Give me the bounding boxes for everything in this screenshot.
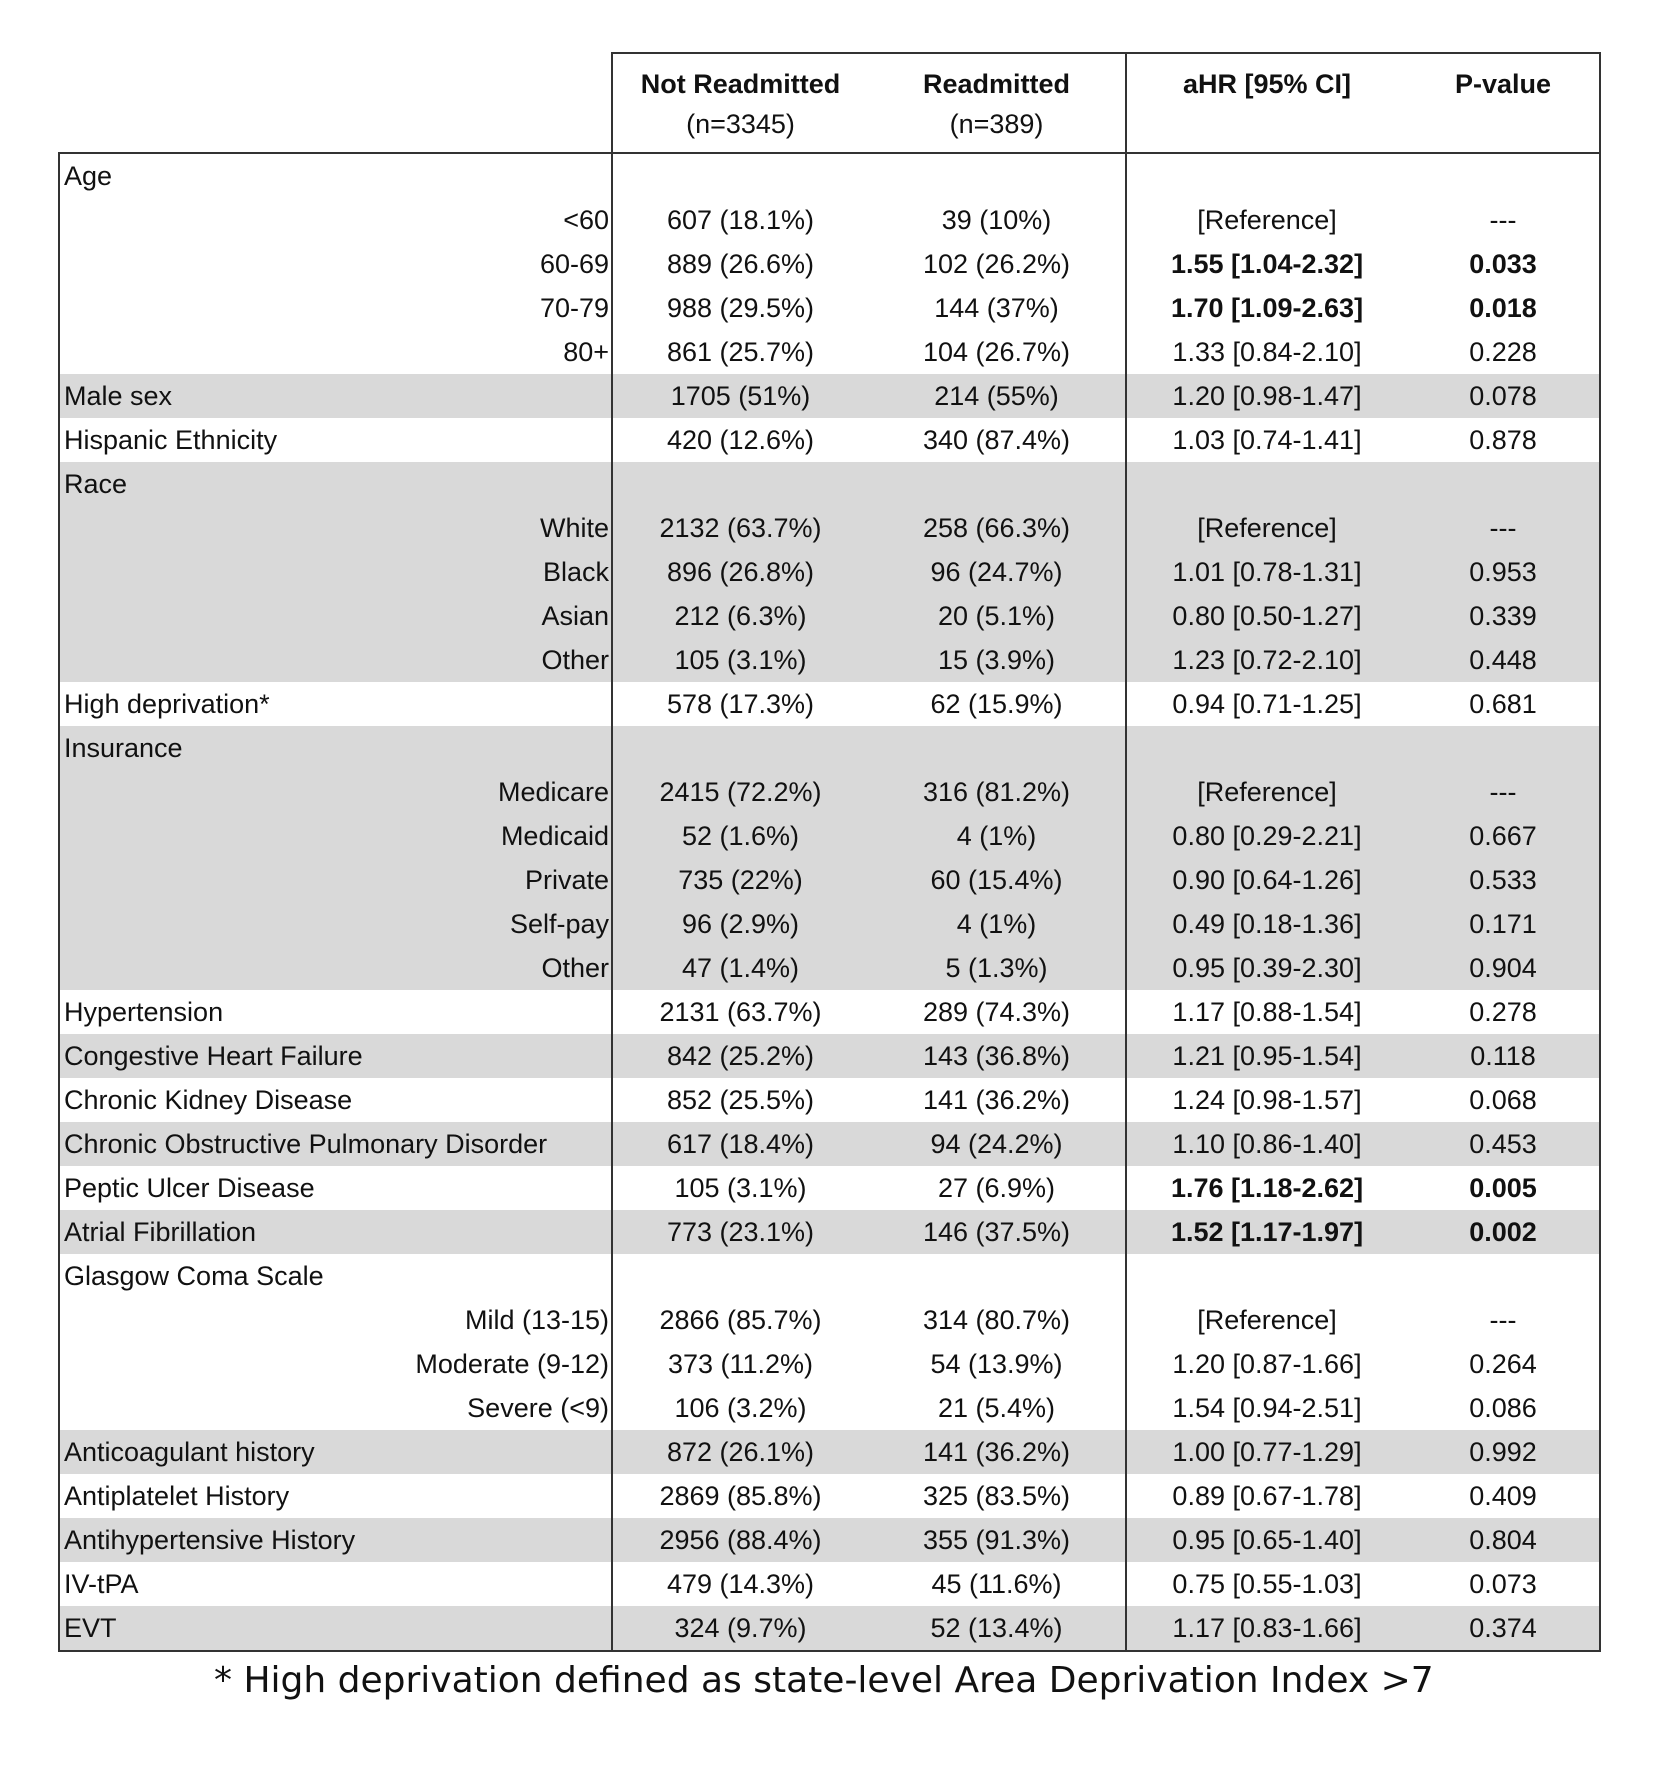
row-label: Age [59,153,612,198]
cell-readmitted: 54 (13.9%) [930,1349,1063,1379]
cell-p-value: 0.339 [1407,594,1600,638]
cell-p-value: 0.068 [1407,1078,1600,1122]
header-not-readmitted [612,53,868,153]
header-not-readmitted-n: (n=3345) [686,109,795,139]
row-label: Male sex [59,374,612,418]
cell-not-readmitted: 861 (25.7%) [666,337,815,367]
cell-readmitted: 258 (66.3%) [868,506,1126,550]
cell-ahr: 1.21 [0.95-1.54] [1126,1034,1407,1078]
row-label: Severe (<9) [59,1386,612,1430]
table-header [59,53,1600,153]
table-row [59,682,1600,726]
cell-not-readmitted [612,153,868,198]
cell-p-value: 0.073 [1407,1562,1600,1606]
cell-not-readmitted: 106 (3.2%) [674,1393,807,1423]
row-label: Hypertension [59,990,612,1034]
table-row [59,1606,1600,1651]
cell-readmitted: 21 (5.4%) [937,1393,1056,1423]
cell-readmitted: 141 (36.2%) [868,1430,1126,1474]
cell-ahr: 1.70 [1.09-2.63] [1126,286,1407,330]
cell-p-value: 0.018 [1407,286,1600,330]
cell-ahr: 0.94 [0.71-1.25] [1126,682,1407,726]
cell-not-readmitted: 2866 (85.7%) [659,1305,822,1335]
cell-p-value [1407,726,1600,770]
table-row [59,462,1600,506]
cell-readmitted: 325 (83.5%) [922,1481,1071,1511]
cell-p-value: 0.804 [1407,1518,1600,1562]
row-label: Race [59,462,612,506]
table-row [59,153,1600,198]
cell-readmitted: 60 (15.4%) [868,858,1126,902]
row-label: Other [59,638,612,682]
cell-p-value: 0.448 [1407,638,1600,682]
table-row [59,1254,1600,1298]
cell-p-value: 0.878 [1407,418,1600,462]
cell-readmitted [868,1254,1126,1298]
row-label: Chronic Obstructive Pulmonary Disorder [59,1122,612,1166]
table-row [59,770,1600,814]
cell-readmitted: 62 (15.9%) [930,689,1063,719]
cell-readmitted: 355 (91.3%) [868,1518,1126,1562]
table-row [59,726,1600,770]
cell-ahr: 0.95 [0.65-1.40] [1126,1518,1407,1562]
cell-ahr: 0.90 [0.64-1.26] [1126,858,1407,902]
cell-p-value: --- [1407,506,1600,550]
cell-not-readmitted: 2131 (63.7%) [659,997,822,1027]
cell-p-value: --- [1407,198,1600,242]
cell-not-readmitted: 47 (1.4%) [612,946,868,990]
header-ahr: aHR [95% CI] [1126,53,1407,153]
row-label: Hispanic Ethnicity [59,418,612,462]
table-row [59,990,1600,1034]
table-row [59,1166,1600,1210]
header-not-readmitted-title: Not Readmitted [640,69,841,99]
row-label: Medicare [59,770,612,814]
cell-p-value [1407,153,1600,198]
cell-ahr: 1.76 [1.18-2.62] [1126,1166,1407,1210]
table-row [59,1122,1600,1166]
cell-p-value: 0.118 [1407,1034,1600,1078]
cell-not-readmitted: 2869 (85.8%) [659,1481,822,1511]
cell-p-value: 0.171 [1407,902,1600,946]
cell-not-readmitted: 617 (18.4%) [612,1122,868,1166]
cell-p-value: 0.953 [1407,550,1600,594]
cell-readmitted: 5 (1.3%) [868,946,1126,990]
cell-ahr [1126,1254,1407,1298]
table-row [59,858,1600,902]
cell-not-readmitted: 578 (17.3%) [666,689,815,719]
row-label: Atrial Fibrillation [59,1210,612,1254]
cell-p-value: 0.374 [1407,1606,1600,1651]
cell-not-readmitted [612,726,868,770]
cell-not-readmitted: 373 (11.2%) [667,1349,814,1379]
cell-ahr: 0.75 [0.55-1.03] [1126,1562,1407,1606]
cell-readmitted: 45 (11.6%) [931,1569,1062,1599]
row-label: Private [59,858,612,902]
cell-ahr: [Reference] [1126,198,1407,242]
cell-readmitted: 144 (37%) [934,293,1059,323]
cell-ahr: 1.01 [0.78-1.31] [1126,550,1407,594]
cell-not-readmitted: 212 (6.3%) [612,594,868,638]
cell-not-readmitted: 988 (29.5%) [666,293,815,323]
table-row [59,242,1600,286]
footnote: * High deprivation defined as state-level Area Deprivation Index >7 [214,1660,1434,1701]
cell-not-readmitted [612,462,868,506]
cell-ahr: 1.52 [1.17-1.97] [1126,1210,1407,1254]
row-label: White [59,506,612,550]
table-row [59,1034,1600,1078]
cell-ahr: 1.10 [0.86-1.40] [1126,1122,1407,1166]
table-row [59,594,1600,638]
row-label: High deprivation* [59,682,612,726]
cell-ahr: [Reference] [1126,770,1407,814]
cell-not-readmitted: 1705 (51%) [612,374,868,418]
table-row [59,1078,1600,1122]
cell-ahr: [Reference] [1126,506,1407,550]
cell-not-readmitted: 324 (9.7%) [612,1606,868,1651]
table-row [59,1518,1600,1562]
cell-ahr: 1.23 [0.72-2.10] [1126,638,1407,682]
table-row [59,1210,1600,1254]
row-label: 70-79 [59,286,612,330]
row-label: Antihypertensive History [59,1518,612,1562]
cell-p-value: 0.681 [1407,682,1600,726]
cell-p-value [1407,1254,1600,1298]
table-row [59,286,1600,330]
header-readmitted-n: (n=389) [949,109,1044,139]
cell-p-value [1407,462,1600,506]
cell-p-value: 0.533 [1407,858,1600,902]
cell-not-readmitted: 896 (26.8%) [612,550,868,594]
cell-ahr: 1.17 [0.83-1.66] [1126,1606,1407,1651]
header-readmitted-title: Readmitted [922,69,1071,99]
cell-readmitted: 39 (10%) [941,205,1052,235]
cell-p-value: 0.278 [1407,990,1600,1034]
cell-p-value: 0.667 [1407,814,1600,858]
cell-readmitted: 141 (36.2%) [922,1085,1071,1115]
row-label: Glasgow Coma Scale [59,1254,612,1298]
table-row [59,1298,1600,1342]
cell-p-value: 0.992 [1407,1430,1600,1474]
cell-readmitted [868,462,1126,506]
row-label: EVT [59,1606,612,1651]
cell-ahr [1126,726,1407,770]
cell-readmitted: 143 (36.8%) [868,1034,1126,1078]
cell-not-readmitted: 872 (26.1%) [612,1430,868,1474]
cell-not-readmitted: 2415 (72.2%) [612,770,868,814]
cell-readmitted: 340 (87.4%) [922,425,1071,455]
row-label: 60-69 [59,242,612,286]
cell-readmitted: 27 (6.9%) [937,1173,1056,1203]
cell-not-readmitted: 735 (22%) [612,858,868,902]
cell-readmitted: 94 (24.2%) [868,1122,1126,1166]
cell-readmitted: 104 (26.7%) [922,337,1071,367]
cell-readmitted: 20 (5.1%) [868,594,1126,638]
cell-not-readmitted [612,1254,868,1298]
cell-not-readmitted: 420 (12.6%) [666,425,815,455]
row-label: Moderate (9-12) [59,1342,612,1386]
table-row [59,1430,1600,1474]
header-p-value: P-value [1407,53,1600,153]
table-row [59,946,1600,990]
cell-p-value: 0.033 [1407,242,1600,286]
header-readmitted [868,53,1126,153]
table-row [59,1562,1600,1606]
cell-ahr: 1.17 [0.88-1.54] [1126,990,1407,1034]
readmission-table [58,52,1601,1652]
table-row [59,330,1600,374]
cell-readmitted: 4 (1%) [868,814,1126,858]
row-label: Chronic Kidney Disease [59,1078,612,1122]
cell-p-value: 0.086 [1407,1386,1600,1430]
cell-not-readmitted: 889 (26.6%) [666,249,815,279]
table-row [59,198,1600,242]
cell-readmitted: 102 (26.2%) [922,249,1071,279]
row-label: 80+ [59,330,612,374]
row-label: <60 [59,198,612,242]
cell-readmitted: 52 (13.4%) [868,1606,1126,1651]
cell-not-readmitted: 105 (3.1%) [674,1173,807,1203]
cell-not-readmitted: 2956 (88.4%) [612,1518,868,1562]
cell-ahr: 0.95 [0.39-2.30] [1126,946,1407,990]
cell-ahr: 1.20 [0.98-1.47] [1126,374,1407,418]
row-label: Congestive Heart Failure [59,1034,612,1078]
row-label: Other [59,946,612,990]
table-row [59,506,1600,550]
cell-p-value: 0.453 [1407,1122,1600,1166]
cell-readmitted [868,726,1126,770]
table-row [59,374,1600,418]
header-blank-cell [59,53,612,153]
cell-readmitted: 316 (81.2%) [868,770,1126,814]
cell-ahr: 1.20 [0.87-1.66] [1126,1342,1407,1386]
row-label: IV-tPA [59,1562,612,1606]
row-label: Antiplatelet History [59,1474,612,1518]
cell-readmitted: 96 (24.7%) [868,550,1126,594]
cell-ahr: 1.54 [0.94-2.51] [1126,1386,1407,1430]
cell-not-readmitted: 2132 (63.7%) [612,506,868,550]
row-label: Asian [59,594,612,638]
row-label: Peptic Ulcer Disease [59,1166,612,1210]
table-row [59,814,1600,858]
cell-readmitted: 4 (1%) [868,902,1126,946]
cell-ahr: 1.55 [1.04-2.32] [1126,242,1407,286]
cell-not-readmitted: 52 (1.6%) [612,814,868,858]
cell-readmitted: 146 (37.5%) [868,1210,1126,1254]
cell-ahr [1126,462,1407,506]
row-label: Mild (13-15) [59,1298,612,1342]
table-row [59,1474,1600,1518]
table-row [59,550,1600,594]
cell-p-value: 0.228 [1407,330,1600,374]
cell-readmitted: 314 (80.7%) [922,1305,1071,1335]
cell-p-value: 0.078 [1407,374,1600,418]
row-label: Black [59,550,612,594]
row-label: Anticoagulant history [59,1430,612,1474]
cell-p-value: 0.904 [1407,946,1600,990]
cell-ahr: 1.00 [0.77-1.29] [1126,1430,1407,1474]
cell-p-value: --- [1407,1298,1600,1342]
row-label: Medicaid [59,814,612,858]
row-label: Self-pay [59,902,612,946]
cell-readmitted: 15 (3.9%) [868,638,1126,682]
cell-readmitted: 289 (74.3%) [922,997,1071,1027]
cell-ahr: [Reference] [1126,1298,1407,1342]
cell-ahr: 1.24 [0.98-1.57] [1126,1078,1407,1122]
cell-p-value: --- [1407,770,1600,814]
cell-ahr: 0.80 [0.29-2.21] [1126,814,1407,858]
cell-ahr: 0.80 [0.50-1.27] [1126,594,1407,638]
cell-p-value: 0.005 [1407,1166,1600,1210]
cell-not-readmitted: 479 (14.3%) [666,1569,815,1599]
cell-p-value: 0.409 [1407,1474,1600,1518]
table-body [59,153,1600,1651]
table-row [59,902,1600,946]
cell-not-readmitted: 842 (25.2%) [612,1034,868,1078]
cell-ahr: 1.33 [0.84-2.10] [1126,330,1407,374]
table-row [59,418,1600,462]
cell-p-value: 0.264 [1407,1342,1600,1386]
cell-ahr [1126,153,1407,198]
cell-ahr: 0.89 [0.67-1.78] [1126,1474,1407,1518]
table-row [59,638,1600,682]
table-row [59,1386,1600,1430]
cell-not-readmitted: 773 (23.1%) [612,1210,868,1254]
table-row [59,1342,1600,1386]
cell-p-value: 0.002 [1407,1210,1600,1254]
cell-ahr: 0.49 [0.18-1.36] [1126,902,1407,946]
cell-not-readmitted: 607 (18.1%) [666,205,815,235]
row-label: Insurance [59,726,612,770]
cell-readmitted: 214 (55%) [868,374,1126,418]
cell-readmitted [868,153,1126,198]
cell-not-readmitted: 96 (2.9%) [612,902,868,946]
cell-not-readmitted: 105 (3.1%) [612,638,868,682]
cell-not-readmitted: 852 (25.5%) [666,1085,815,1115]
cell-ahr: 1.03 [0.74-1.41] [1126,418,1407,462]
